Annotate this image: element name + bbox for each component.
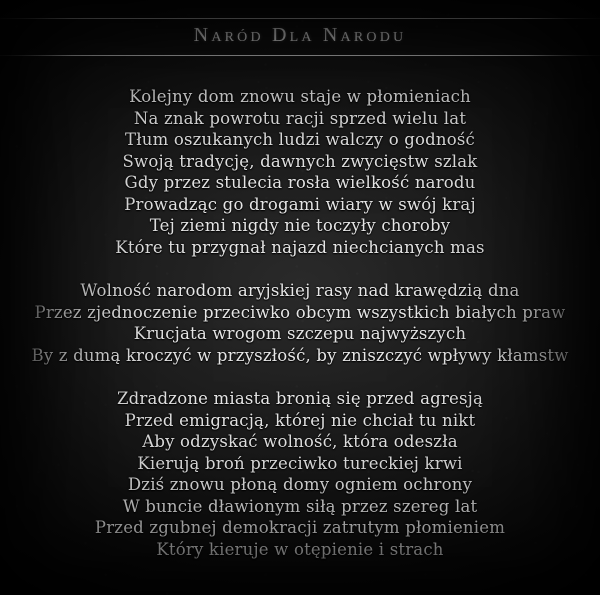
lyrics-line: Tłum oszukanych ludzi walczy o godność bbox=[124, 130, 475, 149]
lyrics-body bbox=[0, 86, 600, 587]
lyrics-line: Gdy przez stulecia rosła wielkość narodu bbox=[124, 173, 476, 192]
header-rule-bottom bbox=[0, 55, 600, 56]
lyrics-line: W buncie dławionym siłą przez szereg lat bbox=[122, 496, 478, 516]
lyrics-line: Na znak powrotu racji sprzed wielu lat bbox=[133, 108, 467, 128]
page-title: Naród Dla Narodu bbox=[193, 24, 407, 46]
lyrics-line: Kolejny dom znowu staje w płomieniach bbox=[129, 87, 471, 106]
lyrics-stanza bbox=[0, 86, 600, 258]
lyrics-line: By z dumą kroczyć w przyszłość, by zniszczyć wpływy kłamstw bbox=[31, 345, 569, 365]
header-rule-top bbox=[0, 18, 600, 19]
lyrics-line: Aby odzyskać wolność, która odeszła bbox=[142, 432, 458, 451]
lyrics-line: Który kieruje w otępienie i strach bbox=[156, 539, 444, 559]
lyrics-line: Wolność narodom aryjskiej rasy nad krawędzią dna bbox=[80, 281, 520, 300]
lyrics-line: Zdradzone miasta bronią się przed agresją bbox=[116, 389, 484, 408]
lyrics-stanza bbox=[0, 280, 600, 366]
lyrics-line: Przez zjednoczenie przeciwko obcym wszystkich białych praw bbox=[34, 302, 566, 322]
lyrics-line: Prowadząc go drogami wiary w swój kraj bbox=[124, 194, 476, 214]
lyrics-line: Tej ziemi nigdy nie toczyły choroby bbox=[149, 216, 451, 235]
lyrics-stanza bbox=[0, 388, 600, 560]
lyrics-line: Kierują broń przeciwko tureckiej krwi bbox=[137, 453, 463, 473]
lyrics-line: Przed zgubnej demokracji zatrutym płomieniem bbox=[94, 518, 506, 537]
lyrics-line: Swoją tradycję, dawnych zwycięstw szlak bbox=[122, 151, 478, 171]
lyrics-line: Krucjata wrogom szczepu najwyższych bbox=[133, 324, 467, 343]
lyrics-line: Przed emigracją, której nie chciał tu nikt bbox=[124, 410, 476, 430]
page-header bbox=[0, 0, 600, 62]
lyrics-line: Które tu przygnał najazd niechcianych mas bbox=[115, 237, 485, 257]
lyrics-line: Dziś znowu płoną domy ogniem ochrony bbox=[127, 475, 473, 494]
